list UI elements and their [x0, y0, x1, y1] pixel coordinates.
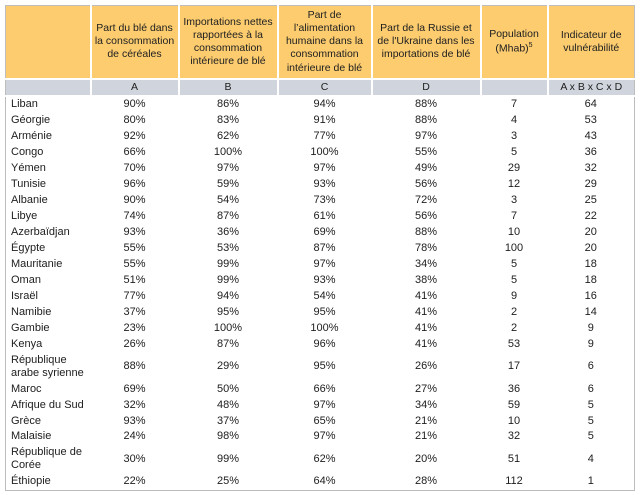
cell-country: République arabe syrienne: [6, 352, 91, 381]
table-row: [6, 429, 635, 445]
cell-d: 72%: [372, 192, 481, 208]
cell-population: 53: [481, 336, 548, 352]
cell-population: 59: [481, 397, 548, 413]
cell-country: Éthiopie: [6, 474, 91, 490]
table-row: [6, 145, 635, 161]
table-row: [6, 352, 635, 381]
cell-c: 97%: [278, 161, 372, 177]
cell-indicator: 29: [548, 176, 635, 192]
cell-c: 73%: [278, 192, 372, 208]
table-row: [6, 256, 635, 272]
cell-population: 36: [481, 381, 548, 397]
cell-b: 53%: [179, 240, 278, 256]
vulnerability-data-table: [5, 5, 635, 491]
cell-indicator: 18: [548, 272, 635, 288]
cell-c: 62%: [278, 445, 372, 474]
cell-a: 69%: [91, 381, 179, 397]
cell-d: 56%: [372, 208, 481, 224]
cell-d: 88%: [372, 96, 481, 113]
column-header-d: Part de la Russie et de l'Ukraine dans les importations de blé: [372, 6, 481, 79]
cell-b: 99%: [179, 256, 278, 272]
cell-population: 32: [481, 429, 548, 445]
column-code-population: [481, 79, 548, 96]
cell-country: Yémen: [6, 161, 91, 177]
cell-country: Malaisie: [6, 429, 91, 445]
cell-country: Kenya: [6, 336, 91, 352]
cell-b: 98%: [179, 429, 278, 445]
cell-d: 21%: [372, 429, 481, 445]
column-code-b: B: [179, 79, 278, 96]
cell-a: 70%: [91, 161, 179, 177]
cell-b: 97%: [179, 161, 278, 177]
column-code-d: D: [372, 79, 481, 96]
cell-country: Namibie: [6, 304, 91, 320]
cell-a: 23%: [91, 320, 179, 336]
cell-d: 38%: [372, 272, 481, 288]
table-row: [6, 413, 635, 429]
cell-d: 28%: [372, 474, 481, 490]
cell-population: 3: [481, 192, 548, 208]
cell-indicator: 6: [548, 352, 635, 381]
cell-a: 55%: [91, 256, 179, 272]
cell-d: 41%: [372, 304, 481, 320]
column-header-c: Part de l’alimentation humaine dans la consommation intérieure de blé: [278, 6, 372, 79]
cell-d: 41%: [372, 320, 481, 336]
cell-indicator: 1: [548, 474, 635, 490]
cell-b: 99%: [179, 445, 278, 474]
cell-c: 100%: [278, 145, 372, 161]
cell-c: 87%: [278, 240, 372, 256]
cell-b: 100%: [179, 320, 278, 336]
cell-indicator: 5: [548, 413, 635, 429]
cell-a: 77%: [91, 288, 179, 304]
cell-c: 94%: [278, 96, 372, 113]
cell-c: 77%: [278, 129, 372, 145]
cell-indicator: 5: [548, 397, 635, 413]
table-row: [6, 208, 635, 224]
cell-indicator: 32: [548, 161, 635, 177]
cell-population: 2: [481, 304, 548, 320]
cell-b: 62%: [179, 129, 278, 145]
cell-a: 51%: [91, 272, 179, 288]
cell-a: 32%: [91, 397, 179, 413]
cell-country: Gambie: [6, 320, 91, 336]
table-row: [6, 397, 635, 413]
cell-c: 100%: [278, 320, 372, 336]
column-header-b: Importations nettes rapportées à la consommation intérieure de blé: [179, 6, 278, 79]
cell-a: 22%: [91, 474, 179, 490]
table-row: [6, 272, 635, 288]
cell-a: 93%: [91, 224, 179, 240]
cell-population: 5: [481, 145, 548, 161]
cell-indicator: 5: [548, 429, 635, 445]
cell-c: 69%: [278, 224, 372, 240]
cell-c: 95%: [278, 352, 372, 381]
cell-b: 59%: [179, 176, 278, 192]
cell-country: Mauritanie: [6, 256, 91, 272]
cell-d: 88%: [372, 224, 481, 240]
table-header: [6, 6, 635, 96]
table-row: [6, 288, 635, 304]
cell-population: 2: [481, 320, 548, 336]
column-code-c: C: [278, 79, 372, 96]
cell-b: 86%: [179, 96, 278, 113]
table-row: [6, 192, 635, 208]
cell-b: 99%: [179, 272, 278, 288]
table-row: [6, 176, 635, 192]
cell-a: 26%: [91, 336, 179, 352]
cell-c: 93%: [278, 272, 372, 288]
cell-a: 24%: [91, 429, 179, 445]
cell-c: 64%: [278, 474, 372, 490]
cell-country: République de Corée: [6, 445, 91, 474]
cell-a: 74%: [91, 208, 179, 224]
cell-country: Congo: [6, 145, 91, 161]
cell-country: Libye: [6, 208, 91, 224]
cell-d: 26%: [372, 352, 481, 381]
cell-c: 66%: [278, 381, 372, 397]
cell-c: 54%: [278, 288, 372, 304]
cell-b: 50%: [179, 381, 278, 397]
cell-indicator: 25: [548, 192, 635, 208]
cell-population: 9: [481, 288, 548, 304]
cell-d: 21%: [372, 413, 481, 429]
cell-a: 96%: [91, 176, 179, 192]
cell-d: 41%: [372, 288, 481, 304]
cell-b: 29%: [179, 352, 278, 381]
cell-country: Israël: [6, 288, 91, 304]
cell-c: 91%: [278, 113, 372, 129]
cell-c: 61%: [278, 208, 372, 224]
cell-population: 3: [481, 129, 548, 145]
cell-country: Grèce: [6, 413, 91, 429]
cell-b: 25%: [179, 474, 278, 490]
cell-c: 97%: [278, 429, 372, 445]
cell-country: Liban: [6, 96, 91, 113]
table-row: [6, 240, 635, 256]
cell-a: 88%: [91, 352, 179, 381]
cell-population: 51: [481, 445, 548, 474]
cell-population: 10: [481, 224, 548, 240]
footnote-marker: 5: [528, 41, 533, 49]
cell-d: 55%: [372, 145, 481, 161]
table-row: [6, 304, 635, 320]
cell-indicator: 36: [548, 145, 635, 161]
cell-a: 80%: [91, 113, 179, 129]
cell-d: 34%: [372, 397, 481, 413]
cell-population: 29: [481, 161, 548, 177]
cell-indicator: 22: [548, 208, 635, 224]
cell-population: 100: [481, 240, 548, 256]
cell-d: 88%: [372, 113, 481, 129]
cell-country: Albanie: [6, 192, 91, 208]
column-code-a: A: [91, 79, 179, 96]
cell-country: Géorgie: [6, 113, 91, 129]
cell-c: 93%: [278, 176, 372, 192]
table-row: [6, 161, 635, 177]
cell-population: 5: [481, 256, 548, 272]
cell-population: 4: [481, 113, 548, 129]
cell-b: 100%: [179, 145, 278, 161]
cell-b: 95%: [179, 304, 278, 320]
cell-c: 96%: [278, 336, 372, 352]
cell-d: 56%: [372, 176, 481, 192]
cell-a: 66%: [91, 145, 179, 161]
column-header-population: Population (Mhab)$^5$: [481, 6, 548, 79]
wheat-vulnerability-table-page: [5, 5, 636, 491]
table-row: [6, 336, 635, 352]
cell-country: Azerbaïdjan: [6, 224, 91, 240]
cell-population: 7: [481, 208, 548, 224]
cell-indicator: 14: [548, 304, 635, 320]
cell-a: 90%: [91, 96, 179, 113]
cell-a: 90%: [91, 192, 179, 208]
table-row: [6, 381, 635, 397]
table-row: [6, 445, 635, 474]
cell-c: 95%: [278, 304, 372, 320]
cell-indicator: 4: [548, 445, 635, 474]
cell-b: 54%: [179, 192, 278, 208]
cell-country: Arménie: [6, 129, 91, 145]
cell-indicator: 20: [548, 240, 635, 256]
cell-a: 30%: [91, 445, 179, 474]
cell-country: Tunisie: [6, 176, 91, 192]
cell-indicator: 53: [548, 113, 635, 129]
cell-population: 112: [481, 474, 548, 490]
cell-b: 83%: [179, 113, 278, 129]
cell-c: 97%: [278, 256, 372, 272]
cell-country: Égypte: [6, 240, 91, 256]
cell-indicator: 9: [548, 336, 635, 352]
cell-b: 87%: [179, 208, 278, 224]
cell-country: Oman: [6, 272, 91, 288]
table-row: [6, 320, 635, 336]
cell-d: 97%: [372, 129, 481, 145]
table-row: [6, 474, 635, 490]
cell-country: Afrique du Sud: [6, 397, 91, 413]
cell-a: 92%: [91, 129, 179, 145]
table-row: [6, 113, 635, 129]
table-body: [6, 96, 635, 491]
column-code-indicator: A x B x C x D: [548, 79, 635, 96]
code-row: [6, 79, 635, 96]
cell-b: 36%: [179, 224, 278, 240]
cell-c: 97%: [278, 397, 372, 413]
column-header-indicator: Indicateur de vulnérabilité: [548, 6, 635, 79]
header-row: [6, 6, 635, 79]
cell-population: 5: [481, 272, 548, 288]
cell-a: 93%: [91, 413, 179, 429]
cell-indicator: 6: [548, 381, 635, 397]
cell-d: 41%: [372, 336, 481, 352]
cell-population: 10: [481, 413, 548, 429]
cell-population: 7: [481, 96, 548, 113]
column-header-a: Part du blé dans la consommation de céréales: [91, 6, 179, 79]
column-code-country: [6, 79, 91, 96]
cell-indicator: 20: [548, 224, 635, 240]
cell-country: Maroc: [6, 381, 91, 397]
cell-indicator: 64: [548, 96, 635, 113]
cell-b: 87%: [179, 336, 278, 352]
cell-d: 27%: [372, 381, 481, 397]
cell-indicator: 43: [548, 129, 635, 145]
cell-d: 20%: [372, 445, 481, 474]
table-row: [6, 96, 635, 113]
table-row: [6, 224, 635, 240]
cell-b: 94%: [179, 288, 278, 304]
cell-c: 65%: [278, 413, 372, 429]
cell-population: 17: [481, 352, 548, 381]
table-row: [6, 129, 635, 145]
cell-d: 34%: [372, 256, 481, 272]
cell-d: 49%: [372, 161, 481, 177]
cell-indicator: 9: [548, 320, 635, 336]
cell-d: 78%: [372, 240, 481, 256]
cell-a: 37%: [91, 304, 179, 320]
column-header-country: [6, 6, 91, 79]
cell-a: 55%: [91, 240, 179, 256]
cell-population: 12: [481, 176, 548, 192]
cell-b: 48%: [179, 397, 278, 413]
cell-indicator: 18: [548, 256, 635, 272]
cell-b: 37%: [179, 413, 278, 429]
cell-indicator: 16: [548, 288, 635, 304]
